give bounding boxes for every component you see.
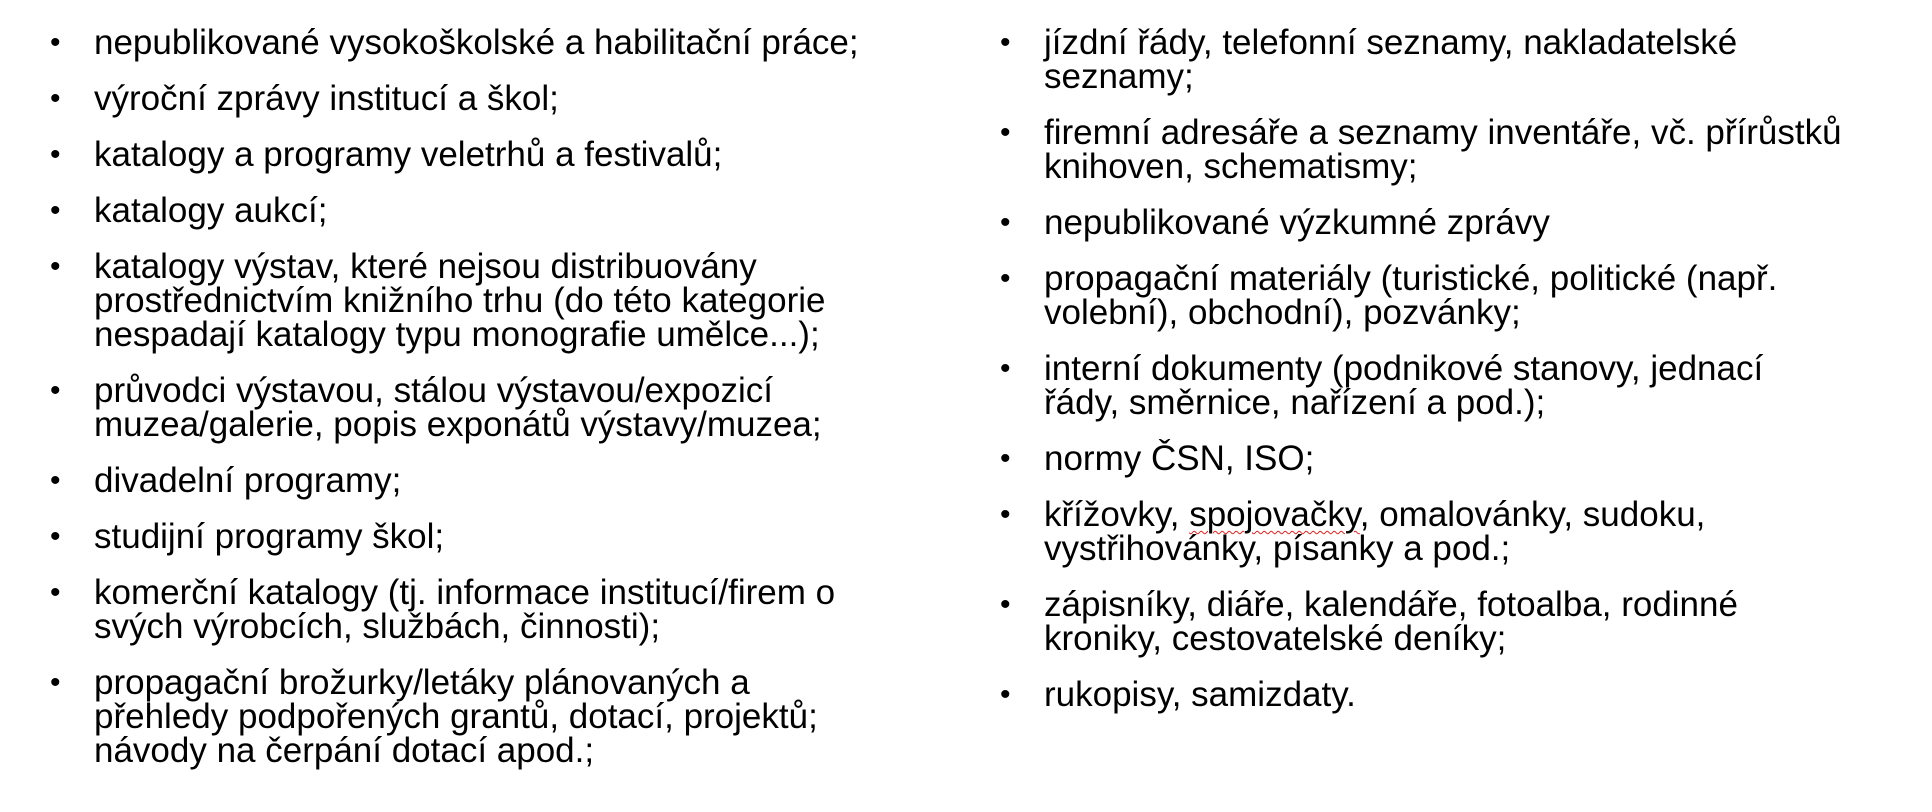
bullet-icon: • [1000,116,1011,149]
list-item [50,135,910,174]
list-item [1000,349,1900,422]
list-item [50,79,910,118]
list-item [1000,113,1900,186]
bullet-icon: • [1000,442,1011,475]
list-item [50,461,910,500]
list-item [1000,259,1900,332]
bullet-icon: • [1000,498,1011,531]
right-bullet-list [1000,23,1900,734]
list-item-text: nepublikované výzkumné zprávy [1044,203,1550,242]
list-item-text-start: křížovky, [1044,495,1190,534]
list-item-text: interní dokumenty (podnikové stanovy, jednací řády, směrnice, nařízení a pod.); [1044,349,1764,422]
bullet-icon: • [1000,678,1011,711]
left-bullet-list [50,23,910,790]
list-item [50,23,910,62]
list-item-text: propagační materiály (turistické, politické (např. volební), obchodní), pozvánky; [1044,259,1778,332]
list-item [50,573,910,646]
bullet-icon: • [50,194,61,227]
list-item [50,663,910,770]
list-item-text: divadelní programy; [94,461,402,500]
bullet-icon: • [50,576,61,609]
list-item-text: výroční zprávy institucí a škol; [94,79,559,118]
bullet-icon: • [50,26,61,59]
list-item-text: propagační brožurky/letáky plánovaných a přehledy podpořených grantů, dotací, projektů; návody na čerpání dotací apod.; [94,663,818,770]
list-item-text: komerční katalogy (tj. informace institucí/firem o svých výrobcích, službách, činnosti); [94,573,836,646]
list-item [1000,23,1900,96]
bullet-icon: • [1000,588,1011,621]
list-item [1000,203,1900,242]
list-item-text: studijní programy škol; [94,517,445,556]
list-item-text: katalogy aukcí; [94,191,328,230]
bullet-icon: • [50,520,61,553]
bullet-icon: • [50,82,61,115]
list-item-text: katalogy výstav, které nejsou distribuovány prostřednictvím knižního trhu (do této kategorie nespadají katalogy typu monografie umělce...); [94,247,826,354]
list-item [1000,675,1900,714]
bullet-icon: • [1000,352,1011,385]
list-item [50,371,910,444]
bullet-icon: • [50,666,61,699]
list-item-text: průvodci výstavou, stálou výstavou/expozicí muzea/galerie, popis exponátů výstavy/muzea; [94,371,822,444]
misspelled-word[interactable]: spojovačky [1189,495,1360,534]
list-item [1000,585,1900,658]
list-item-text: jízdní řády, telefonní seznamy, nakladatelské seznamy; [1044,23,1738,96]
bullet-icon: • [50,464,61,497]
list-item-text: firemní adresáře a seznamy inventáře, vč. přírůstků knihoven, schematismy; [1044,113,1842,186]
list-item-text: rukopisy, samizdaty. [1044,675,1356,714]
list-item-text: zápisníky, diáře, kalendáře, fotoalba, rodinné kroniky, cestovatelské deníky; [1044,585,1738,658]
list-item [50,517,910,556]
bullet-icon: • [50,138,61,171]
list-item-text-end: , omalovánky, sudoku, vystřihovánky, písanky a pod.; [1044,495,1706,568]
bullet-icon: • [1000,262,1011,295]
list-item-text: katalogy a programy veletrhů a festivalů; [94,135,723,174]
list-item [1000,495,1900,568]
list-item-text: normy ČSN, ISO; [1044,439,1315,478]
list-item [50,191,910,230]
bullet-icon: • [50,374,61,407]
list-item [1000,439,1900,478]
bullet-icon: • [1000,26,1011,59]
list-item-text: nepublikované vysokoškolské a habilitační práce; [94,23,859,62]
list-item [50,247,910,354]
bullet-icon: • [1000,206,1011,239]
bullet-icon: • [50,250,61,283]
list-item-text [1044,495,1705,568]
